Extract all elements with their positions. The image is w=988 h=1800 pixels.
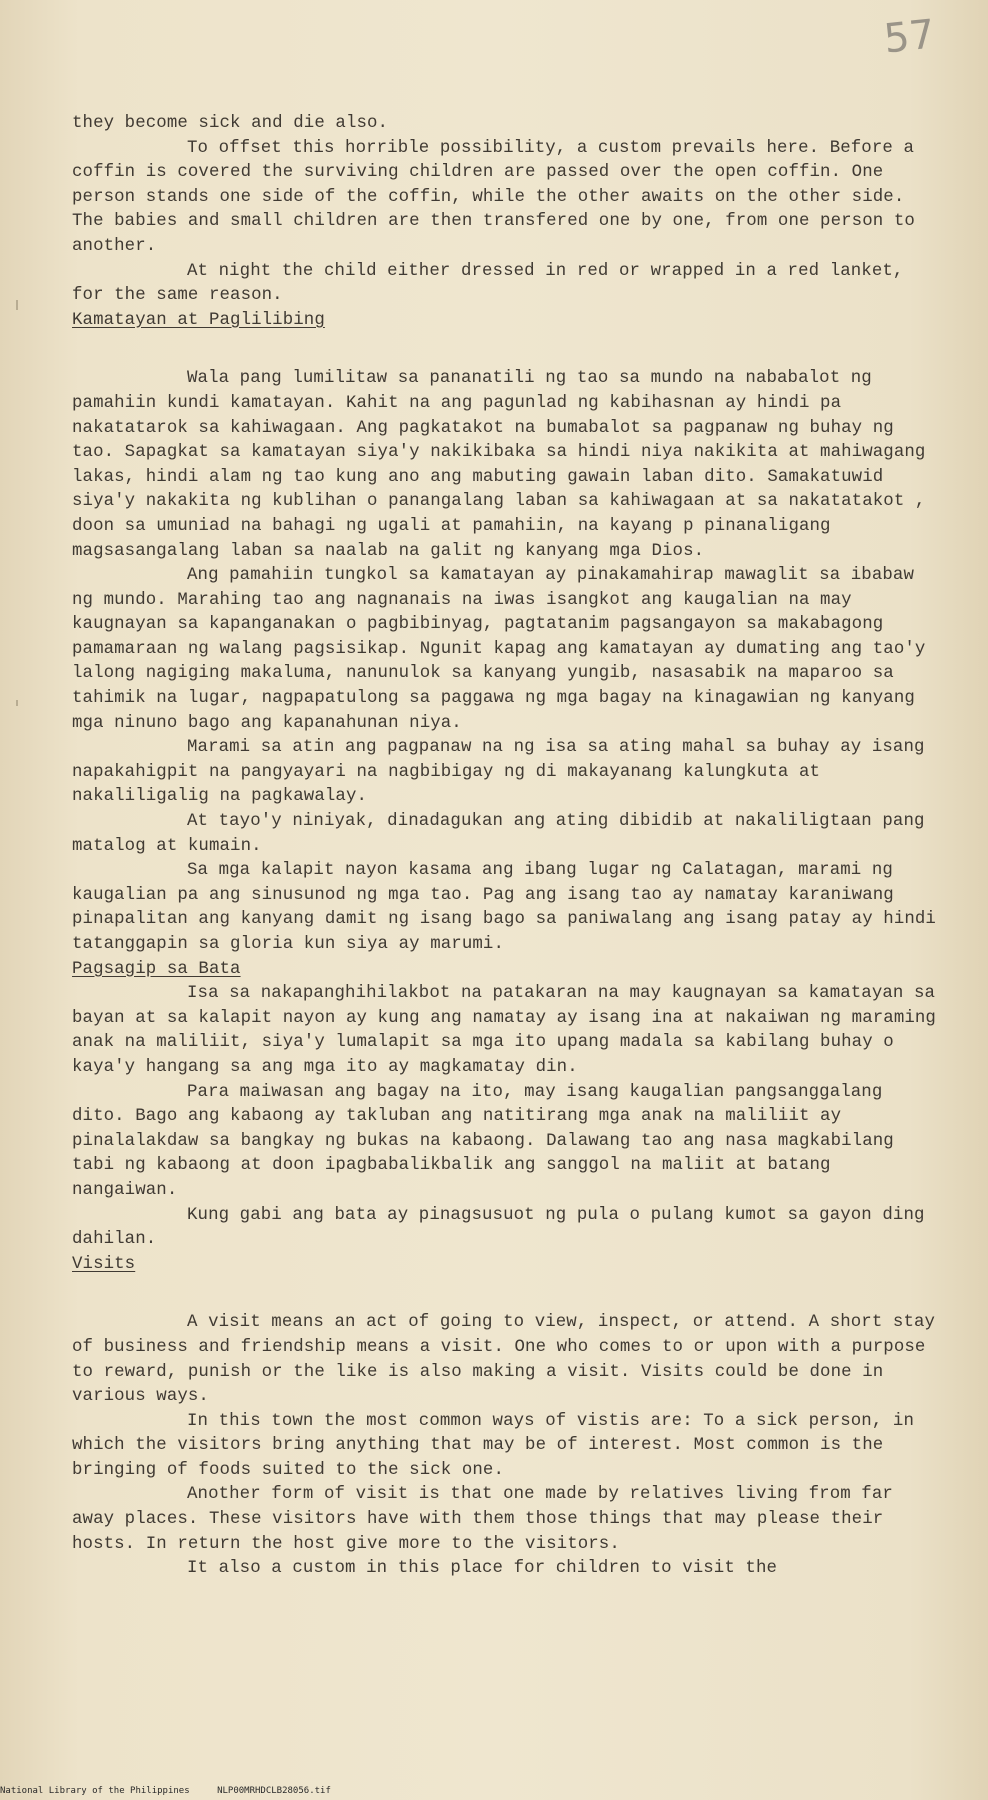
paragraph: A visit means an act of going to view, inspect, or attend. A short stay of business and friendship means a visit. One who comes to or upon with a purpose to reward, punish or the like is also making a visit. Visits could be done in various ways. (72, 1313, 936, 1407)
paragraph: In this town the most common ways of vistis are: To a sick person, in which the visitors bring anything that may be of interest. Most common is the bringing of foods suited to the sick one. (72, 1411, 914, 1480)
paragraph: At tayo'y niniyak, dinadagukan ang ating dibidib at nakaliligtaan pang matalog at kumain. (72, 812, 925, 856)
handwritten-page-number: 57 (881, 11, 938, 63)
section-kamatayan (72, 309, 938, 958)
paragraph: At night the child either dressed in red or wrapped in a red lanket, for the same reason. (72, 261, 904, 306)
section-heading: Kamatayan at Paglilibing (72, 310, 325, 330)
margin-mark (16, 700, 18, 706)
paragraph: Sa mga kalapit nayon kasama ang ibang lugar ng Calatagan, marami ng kaugalian pa ang sinusunod ng mga tao. Pag ang isang tao ay namatay karaniwang pinapalitan ang kanyang damit ng isang bago sa paniwalang ang isang patay ay hindi tatanggapin sa gloria kun siya ay marumi. (72, 861, 936, 954)
footer-institution: National Library of the Philippines (0, 1786, 190, 1796)
section-pagsagip (72, 958, 938, 1253)
paragraph: Wala pang lumilitaw sa pananatili ng tao sa mundo na nababalot ng pamahiin kundi kamatayan. Kahit na ang pagunlad ng kabihasnan ay hindi pa nakatatarok sa kahiwagaan. Ang pagkatakot na bumabalot sa pagpanaw ng buhay ng tao. Sapagkat sa kamatayan siya'y nakikibaka sa hindi niya nakikita at mahiwagang lakas, hindi alam ng tao kung ano ang mabuting gawain laban dito. Samakatuwid siya'y nakakita ng kublihan o panangalang laban sa kahiwagaan at sa nakatatakot , doon sa umuniad na bahagi ng ugali at pamahiin, na kayang p pinanaligang magsasangalang laban sa naalab na galit ng kanyang mga Dios. (72, 369, 926, 561)
archive-footer (0, 1786, 331, 1796)
section-heading: Pagsagip sa Bata (72, 959, 241, 979)
paragraph: Isa sa nakapanghihilakbot na patakaran na may kaugnayan sa kamatayan sa bayan at sa kalapit nayon ay kung ang namatay ay isang ina at nakaiwan ng maraming anak na maliliit, siya'y lumalapit sa mga ito upang madala sa kabilang buhay o kaya'y hangang sa ang mga ito ay magkamatay din. (72, 984, 936, 1077)
section-visits (72, 1253, 938, 1582)
opening-line: they become sick and die also. (72, 114, 389, 133)
margin-mark (16, 300, 18, 310)
paragraph: Para maiwasan ang bagay na ito, may isang kaugalian pangsanggalang dito. Bago ang kabaong ay takluban ang natitirang mga anak na maliliit ay pinalalakdaw sa bangkay ng bukas na kabaong. Dalawang tao ang nasa magkabilang tabi ng kabaong at doon ipagbabalikbalik ang sanggol na maliit at batang nangaiwan. (72, 1082, 894, 1200)
paragraph: Marami sa atin ang pagpanaw na ng isa sa ating mahal sa buhay ay isang napakahigpit na pangyayari na nagbibigay ng di makayanang kalungkuta at nakaliligalig na pagkawalay. (72, 738, 925, 807)
paragraph: Ang pamahiin tungkol sa kamatayan ay pinakamahirap mawaglit sa ibabaw ng mundo. Marahing tao ang nagnanais na iwas isangkot ang kaugalian na may kaugnayan sa kapanganakan o pagbibinyag, pagtatanim pagsangayon sa makabagong pamamaraan ng walang pagsisikap. Ngunit kapag ang kamatayan ay dumating ang tao'y lalong nagiging makaluma, nanunulok sa kanyang yungib, nasasabik na maparoo sa tahimik na lugar, nagpapatulong sa paggawa ng mga bagay na kinagawian ng kanyang mga ninuno bago ang kapanahunan niya. (72, 566, 926, 733)
paragraph: To offset this horrible possibility, a custom prevails here. Before a coffin is covered the surviving children are passed over the open coffin. One person stands one side of the coffin, while the other awaits on the other side. The babies and small children are then transfered one by one, from one person to another. (72, 138, 915, 256)
paragraph: Kung gabi ang bata ay pinagsusuot ng pula o pulang kumot sa gayon ding dahilan. (72, 1205, 925, 1250)
typed-text-body (72, 112, 938, 1582)
section-heading: Visits (72, 1254, 136, 1274)
paragraph: It also a custom in this place for children to visit the (187, 1559, 778, 1579)
paragraph: Another form of visit is that one made by relatives living from far away places. These visitors have with them those things that may please their hosts. In return the host give more to the visitors. (72, 1485, 893, 1554)
footer-file-id: NLP00MRHDCLB28056.tif (217, 1786, 331, 1796)
